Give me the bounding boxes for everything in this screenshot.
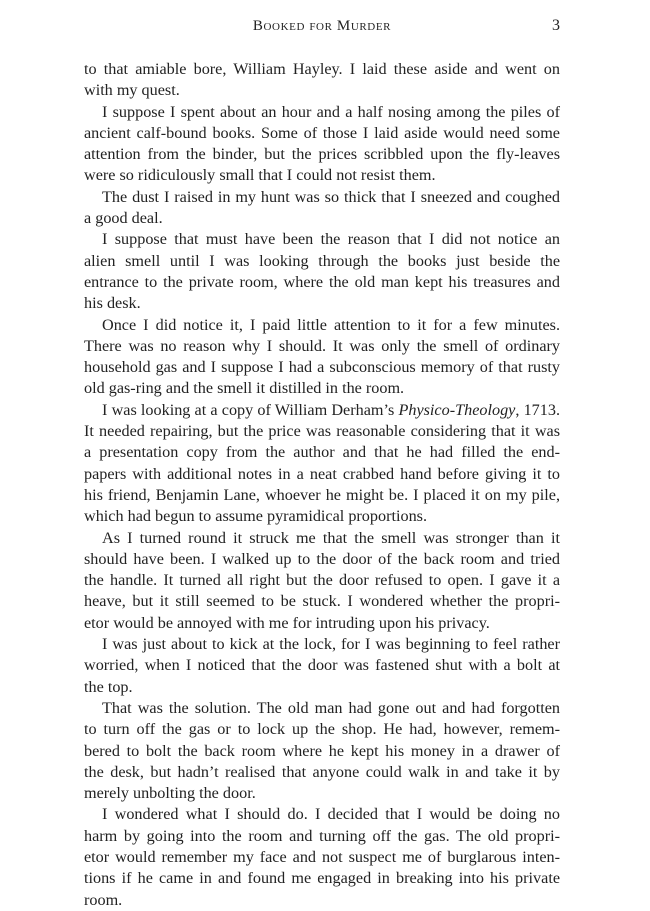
paragraph [84,102,560,187]
text-line: I suppose I spent about an hour and a half nosing among the piles of [102,102,560,121]
text-line: bered to bolt the back room where he kept his money in a drawer of [84,741,560,760]
text-line: entrance to the private room, where the old man kept his treasures and [84,272,560,291]
text-line: etor would be annoyed with me for intruding upon his privacy. [84,613,490,632]
text-line: household gas and I suppose I had a subconscious memory of that rusty [84,358,560,377]
text-line: As I turned round it struck me that the smell was stronger than it [102,528,560,547]
text-line: the top. [84,677,133,696]
text-line: harm by going into the room and turning off the gas. The old propri- [84,826,560,845]
book-title-italic: Physico-Theology [398,400,516,419]
text-line: The dust I raised in my hunt was so thick that I sneezed and coughed [102,187,560,206]
text-line: the desk, but hadn’t realised that anyone could walk in and take it by [84,762,560,781]
text-line: heave, but it still seemed to be stuck. I wondered whether the propri- [84,592,560,611]
paragraph [84,315,560,400]
text-line: It needed repairing, but the price was reasonable considering that it was [84,422,560,441]
text-line: old gas-ring and the smell it distilled in the room. [84,379,405,398]
paragraph [84,400,560,528]
text-line: attention from the binder, but the prices scribbled upon the fly-leaves [84,145,560,164]
paragraph [84,187,560,230]
text-line: merely unbolting the door. [84,784,256,803]
text-line: papers with additional notes in a neat crabbed hand before giving it to [84,464,560,483]
text-line [84,400,560,421]
page-number: 3 [552,17,560,34]
text-line: a good deal. [84,209,163,228]
text-run: , 1713. [515,400,561,419]
text-line: tions if he came in and found me engaged in breaking into his private [84,869,560,888]
text-line: Once I did notice it, I paid little attention to it for a few minutes. [102,315,560,334]
text-line: should have been. I walked up to the door of the back room and tried [84,549,560,568]
paragraph [84,804,560,910]
running-head [84,16,560,40]
paragraph [84,59,560,102]
body-text [84,59,560,911]
text-line: his desk. [84,294,141,313]
text-line: I was just about to kick at the lock, for I was beginning to feel rather [102,635,560,654]
text-run: I was looking at a copy of William Derham’s [102,400,399,419]
paragraph [84,634,560,698]
book-title: Booked for Murder [252,18,392,34]
text-line: ancient calf-bound books. Some of those I laid aside would need some [84,123,560,142]
paragraph [84,229,560,314]
text-line: to that amiable bore, William Hayley. I laid these aside and went on [84,60,560,78]
text-line: a presentation copy from the author and that he had filled the end- [84,443,560,462]
paragraph [84,528,560,634]
text-line: There was no reason why I should. It was only the smell of ordinary [84,336,560,355]
text-line: his friend, Benjamin Lane, whoever he might be. I placed it on my pile, [84,485,560,504]
text-line: which had begun to assume pyramidical proportions. [84,507,428,526]
text-line: I suppose that must have been the reason that I did not notice an [102,230,560,249]
text-line: etor would remember my face and not suspect me of burglarous inten- [84,847,560,866]
text-line: were so ridiculously small that I could not resist them. [84,166,436,185]
text-line: to turn off the gas or to lock up the shop. He had, however, remem- [84,720,560,739]
paragraph [84,698,560,804]
text-line: room. [84,890,123,909]
text-line: alien smell until I was looking through the books just beside the [84,251,560,270]
text-line: the handle. It turned all right but the door refused to open. I gave it a [84,571,560,590]
text-line: I wondered what I should do. I decided that I would be doing no [102,805,560,824]
text-line: worried, when I noticed that the door was fastened shut with a bolt at [84,656,560,675]
text-line: That was the solution. The old man had gone out and had forgotten [102,698,560,717]
text-line: with my quest. [84,81,180,100]
